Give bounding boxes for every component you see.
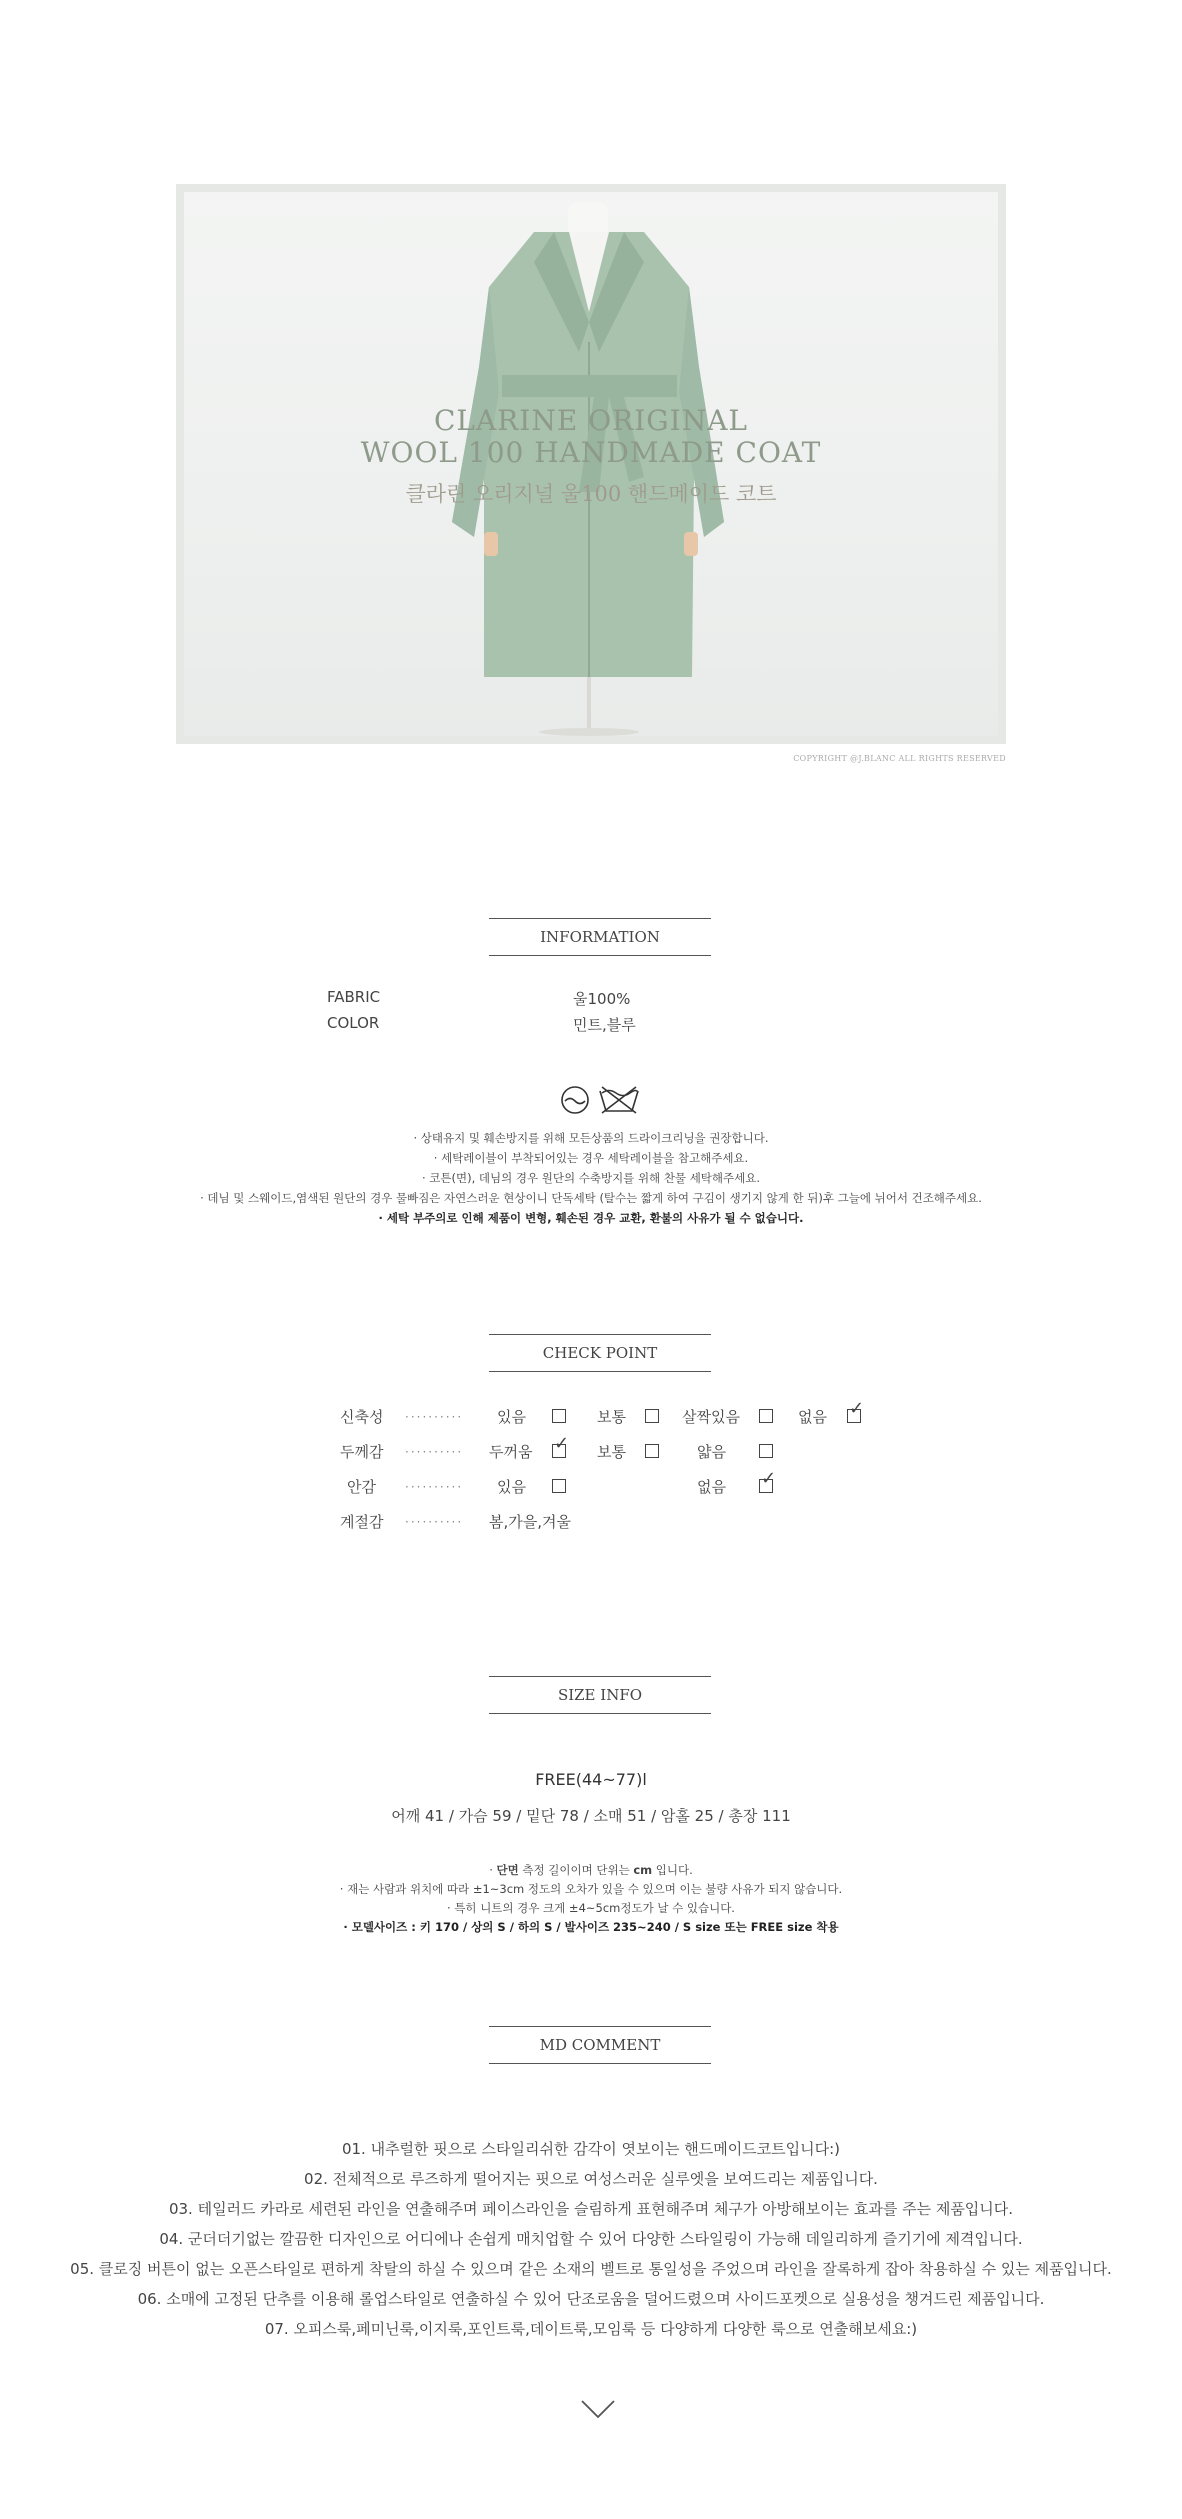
- checkpoint-label-season: 계절감: [340, 1513, 384, 1531]
- checkpoint-label-thickness: 두께감: [340, 1443, 384, 1461]
- leader-dots: ··········: [405, 1445, 464, 1459]
- option-text: 살짝있음: [682, 1408, 740, 1426]
- care-line-3: · 코튼(면), 데님의 경우 원단의 수축방지를 위해 찬물 세탁해주세요.: [421, 1171, 760, 1185]
- checkbox-unchecked: [759, 1409, 773, 1423]
- md-comment-line: 04. 군더더기없는 깔끔한 디자인으로 어디에나 손쉽게 매치업할 수 있어 다양한 스타일링이 가능해 데일리하게 즐기기에 제격입니다.: [159, 2230, 1023, 2248]
- hero-title-en: [184, 405, 998, 469]
- care-icons: [560, 1083, 640, 1117]
- hero-title-line2: WOOL 100 HANDMADE COAT: [360, 436, 822, 469]
- care-line-4: · 데님 및 스웨이드,염색된 원단의 경우 물빠짐은 자연스러운 현상이니 단독세탁 (탈수는 짧게 하여 구김이 생기지 않게 한 뒤)후 그늘에 뉘어서 건조해주세요.: [200, 1191, 982, 1205]
- checkbox-unchecked: [552, 1479, 566, 1493]
- option-text: 보통: [597, 1408, 626, 1426]
- size-info-heading: SIZE INFO: [489, 1676, 711, 1714]
- size-free: FREE(44~77)l: [535, 1770, 647, 1789]
- checkbox-unchecked: [759, 1444, 773, 1458]
- md-comment-line: 01. 내추럴한 핏으로 스타일리쉬한 감각이 엿보이는 핸드메이드코트입니다:): [341, 2140, 841, 2158]
- md-comment-line: 03. 테일러드 카라로 세련된 라인을 연출해주며 페이스라인을 슬림하게 표현해주며 체구가 아방해보이는 효과를 주는 제품입니다.: [168, 2200, 1014, 2218]
- option-text: 얇음: [697, 1443, 726, 1461]
- information-heading: INFORMATION: [489, 918, 711, 956]
- size-note-model: · 모델사이즈 : 키 170 / 상의 S / 하의 S / 발사이즈 235~240 / S size 또는 FREE size 착용: [343, 1920, 839, 1934]
- checkmark-icon: ✓: [761, 1468, 777, 1489]
- hero-title-ko: 클라린 오리지널 울100 핸드메이드 코트: [405, 482, 777, 506]
- md-comment-line: 05. 클로징 버튼이 없는 오픈스타일로 편하게 착탈의 하실 수 있으며 같은 소재의 벨트로 통일성을 주었으며 라인을 잘록하게 잡아 착용하실 수 있는 제품입니다.: [70, 2260, 1112, 2278]
- leader-dots: ··········: [405, 1480, 464, 1494]
- size-notes: [0, 1861, 1182, 1937]
- fabric-label: FABRIC: [327, 988, 381, 1006]
- no-wash-icon: [598, 1085, 640, 1115]
- checkpoint-label-elasticity: 신축성: [340, 1408, 384, 1426]
- option-text: 없음: [697, 1478, 726, 1496]
- checkpoint-heading: CHECK POINT: [489, 1334, 711, 1372]
- size-note-2: · 재는 사람과 위치에 따라 ±1~3cm 정도의 오차가 있을 수 있으며 이는 불량 사유가 되지 않습니다.: [339, 1882, 843, 1896]
- checkbox-unchecked: [552, 1409, 566, 1423]
- leader-dots: ··········: [405, 1515, 464, 1529]
- leader-dots: ··········: [405, 1410, 464, 1424]
- checkpoint-label-lining: 안감: [347, 1478, 376, 1496]
- fabric-value: 울100%: [573, 990, 631, 1008]
- chevron-down-icon: [580, 2398, 616, 2420]
- checkbox-unchecked: [645, 1409, 659, 1423]
- care-line-1: · 상태유지 및 훼손방지를 위해 모든상품의 드라이크리닝을 권장합니다.: [413, 1131, 769, 1145]
- checkmark-icon: ✓: [849, 1398, 865, 1419]
- md-comment-heading: MD COMMENT: [489, 2026, 711, 2064]
- size-note-1: · 단면 측정 길이이며 단위는 cm 입니다.: [489, 1863, 693, 1877]
- option-text: 있음: [497, 1408, 526, 1426]
- hero-image: [176, 184, 1006, 744]
- option-text: 두꺼움: [489, 1443, 533, 1461]
- size-note-3: · 특히 니트의 경우 크게 ±4~5cm정도가 날 수 있습니다.: [447, 1901, 735, 1915]
- copyright-notice: COPYRIGHT @J.BLANC ALL RIGHTS RESERVED: [793, 754, 1006, 763]
- checkmark-icon: ✓: [554, 1433, 570, 1454]
- md-comment-line: 06. 소매에 고정된 단추를 이용해 롤업스타일로 연출하실 수 있어 단조로움을 덜어드렸으며 사이드포켓으로 실용성을 챙겨드린 제품입니다.: [137, 2290, 1045, 2308]
- care-instructions: [0, 1128, 1182, 1228]
- color-label: COLOR: [327, 1014, 380, 1032]
- care-line-5: · 세탁 부주의로 인해 제품이 변형, 훼손된 경우 교환, 환불의 사유가 될 수 없습니다.: [378, 1211, 804, 1225]
- checkbox-unchecked: [645, 1444, 659, 1458]
- option-text: 없음: [798, 1408, 827, 1426]
- md-comment-line: 07. 오피스룩,페미닌룩,이지룩,포인트룩,데이트룩,모임룩 등 다양하게 다양한 룩으로 연출해보세요:): [264, 2320, 918, 2338]
- size-measurements: 어깨 41 / 가슴 59 / 밑단 78 / 소매 51 / 암홀 25 / 총장 111: [391, 1807, 791, 1825]
- care-line-2: · 세탁레이블이 부착되어있는 경우 세탁레이블을 참고해주세요.: [433, 1151, 749, 1165]
- option-text: 있음: [497, 1478, 526, 1496]
- md-comment-line: 02. 전체적으로 루즈하게 떨어지는 핏으로 여성스러운 실루엣을 보여드리는 제품입니다.: [304, 2170, 878, 2188]
- color-value: 민트,블루: [573, 1016, 636, 1034]
- md-comment-list: [0, 2134, 1182, 2344]
- hero-title-line1: CLARINE ORIGINAL: [433, 404, 749, 437]
- season-value: 봄,가을,겨울: [489, 1513, 571, 1531]
- hero-photo-background: [184, 192, 998, 736]
- option-text: 보통: [597, 1443, 626, 1461]
- dry-clean-icon: [560, 1085, 590, 1115]
